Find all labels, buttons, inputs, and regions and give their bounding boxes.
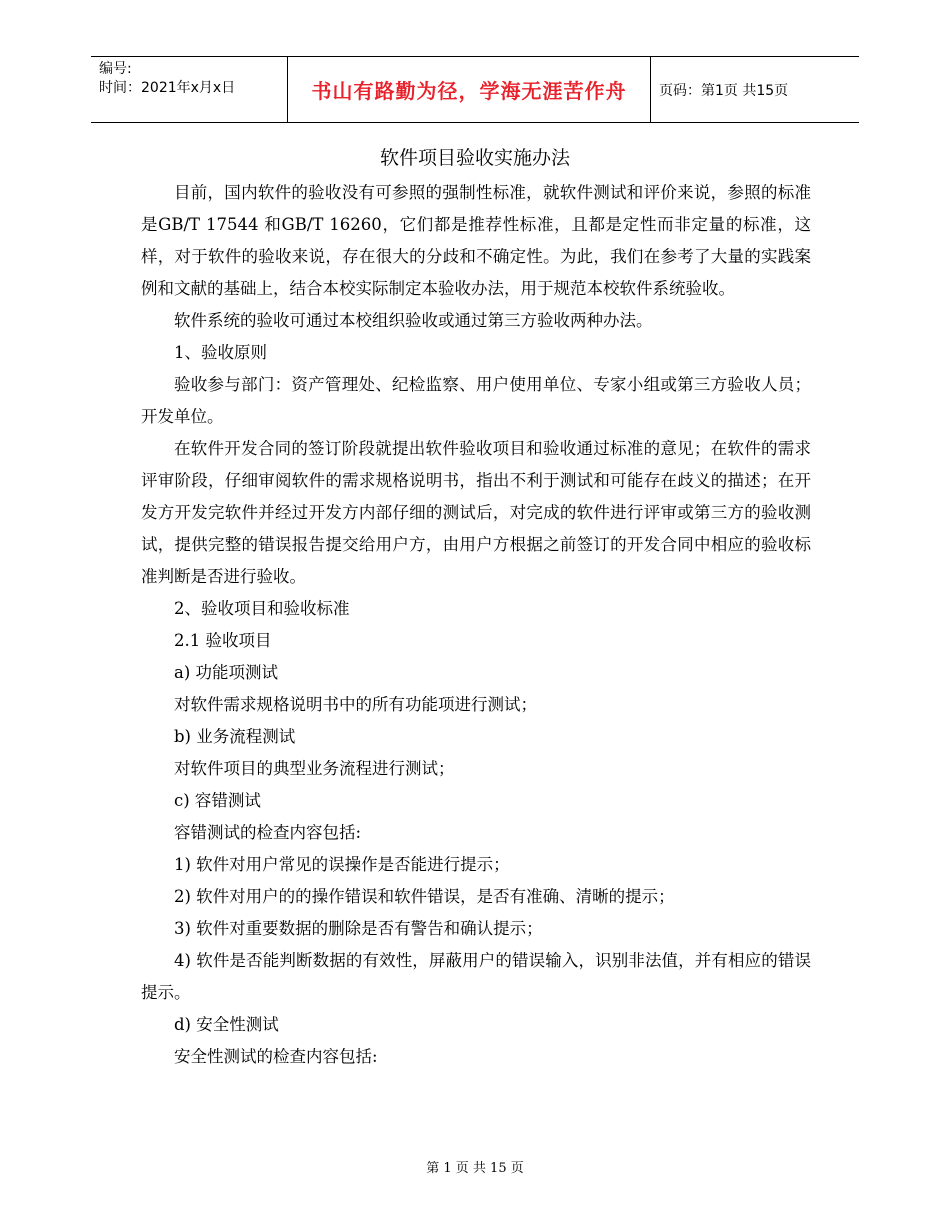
header-meta <box>91 57 287 122</box>
section-heading: 1、验收原则 <box>174 343 267 362</box>
header-motto: 书山有路勤为径，学海无涯苦作舟 <box>287 57 651 122</box>
header-page-info: 页码：第1页 共15页 <box>659 82 789 99</box>
paragraph: 软件系统的验收可通过本校组织验收或通过第三方验收两种办法。 <box>174 311 653 330</box>
list-item: 1) 软件对用户常见的误操作是否能进行提示； <box>174 855 510 874</box>
paragraph: 对软件项目的典型业务流程进行测试； <box>174 759 455 778</box>
document-title: 软件项目验收实施办法 <box>379 147 570 169</box>
list-item: c) 容错测试 <box>174 791 261 810</box>
paragraph: 安全性测试的检查内容包括: <box>174 1047 378 1066</box>
paragraph: 目前，国内软件的验收没有可参照的强制性标准，就软件测试和评价来说，参照的标准是GB/T 17544 和GB/T 16260，它们都是推荐性标准，且都是定性而非定量的标准，这样，对于软件的验收来说，存在很大的分歧和不确定性。为此，我们在参考了大量的实践案例和文献的基础上，结合本校实际制定本验收办法，用于规范本校软件系统验收。 <box>141 183 811 298</box>
list-item: b) 业务流程测试 <box>174 727 296 746</box>
subsection-heading: 2.1 验收项目 <box>174 631 272 650</box>
list-item: a) 功能项测试 <box>174 663 279 682</box>
doc-time-label: 时间：2021年x月x日 <box>99 80 236 96</box>
page-footer: 第 1 页 共 15 页 <box>426 1161 524 1176</box>
list-item: d) 安全性测试 <box>174 1015 279 1034</box>
list-item: 2) 软件对用户的的操作错误和软件错误，是否有准确、清晰的提示； <box>174 887 675 906</box>
paragraph: 容错测试的检查内容包括: <box>174 823 362 842</box>
doc-number-label: 编号: <box>99 61 132 77</box>
paragraph: 验收参与部门：资产管理处、纪检监察、用户使用单位、专家小组或第三方验收人员；开发单位。 <box>141 375 811 426</box>
document-body <box>141 177 811 1073</box>
paragraph: 在软件开发合同的签订阶段就提出软件验收项目和验收通过标准的意见；在软件的需求评审阶段，仔细审阅软件的需求规格说明书，指出不利于测试和可能存在歧义的描述；在开发方开发完软件并经过开发方内部仔细的测试后，对完成的软件进行评审或第三方的验收测试，提供完整的错误报告提交给用户方，由用户方根据之前签订的开发合同中相应的验收标准判断是否进行验收。 <box>141 439 811 586</box>
list-item: 3) 软件对重要数据的删除是否有警告和确认提示； <box>174 919 543 938</box>
list-item: 4) 软件是否能判断数据的有效性，屏蔽用户的错误输入，识别非法值，并有相应的错误提示。 <box>141 951 811 1002</box>
paragraph: 对软件需求规格说明书中的所有功能项进行测试； <box>174 695 537 714</box>
page-header <box>91 56 859 123</box>
section-heading: 2、验收项目和验收标准 <box>174 599 350 618</box>
